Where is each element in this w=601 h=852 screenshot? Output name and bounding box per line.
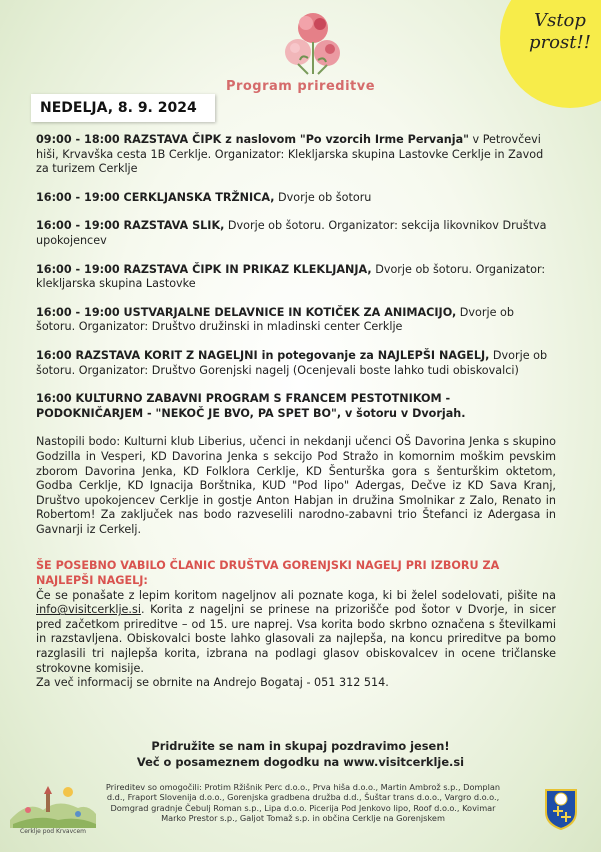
- schedule-details: Dvorje ob šotoru. Organizator: klekljarska skupina Lastovke: [36, 262, 546, 291]
- badge-line2: prost!!: [529, 32, 591, 53]
- logo-caption: Cerklje pod Krvavcem: [20, 828, 86, 835]
- footer-cta: [0, 738, 601, 770]
- schedule-details: Dvorje ob šotoru. Organizator: Društvo družinski in mladinski center Cerklje: [36, 305, 514, 334]
- schedule-title: 16:00 - 19:00 CERKLJANSKA TRŽNICA,: [36, 190, 275, 204]
- schedule-item: [36, 392, 556, 421]
- callout-text: Če se ponašate z lepim koritom nageljnov ali poznate koga, ki bi želel sodelovati, pišite na: [36, 588, 556, 602]
- email-link[interactable]: info@visitcerklje.si: [36, 603, 141, 617]
- callout-text: . Korita z nageljni se prinese na prizorišče pod šotor v Dvorje, in sicer pred začetkom prireditve – od 15. ure naprej. Vsa korita bodo skrbno označena s številkami in razstavljena. Obiskovalci boste lahko glasovali za najlepša, na koncu prireditve pa bomo razglasili tri najlepša korita, izbrana na podlagi glasov obiskovalcev in ocene tričlanske strokovne komisije.: [36, 603, 556, 675]
- cta-line1: Pridružite se nam in skupaj pozdravimo jesen!: [151, 739, 450, 753]
- schedule-title: 09:00 - 18:00 RAZSTAVA ČIPK z naslovom "Po vzorcih Irme Pervanja": [36, 133, 469, 146]
- sponsors-text: Prireditev so omogočili: Protim Ržišnik Perc d.o.o., Prva hiša d.o.o., Martin Ambrož s.p., Domplan d.d., Fraport Slovenija d.o.o., Gorenjska gradbena družba d.d., Šuštar trans d.o.o., Vargro d.o.o., Domgrad gradnje Čebulj Roman s.p., Lipa d.o.o. Picerija Pod Jenkovo lipo, Roof d.o.o., Kovimar Marko Prestor s.p., Galjot Tomaž s.p. in občina Cerklje na Gorenjskem: [105, 782, 501, 824]
- schedule-title: 16:00 - 19:00 USTVARJALNE DELAVNICE IN KOTIČEK ZA ANIMACIJO,: [36, 305, 457, 319]
- schedule-item: [36, 306, 556, 335]
- carnation-illustration-icon: [278, 8, 348, 76]
- schedule-title: 16:00 RAZSTAVA KORIT Z NAGELJNI in potegovanje za NAJLEPŠI NAGELJ,: [36, 348, 490, 362]
- entry-free-text: [520, 10, 600, 54]
- program-title: Program prireditve: [225, 79, 376, 94]
- schedule-title: 16:00 KULTURNO ZABAVNI PROGRAM S FRANCEM PESTOTNIKOM - PODOKNIČARJEM - "NEKOČ JE BVO, PA SPET BO", v šotoru v Dvorjah.: [36, 392, 466, 420]
- schedule-item: [36, 133, 556, 177]
- schedule-details: v Petrovčevi hiši, Krvavška cesta 1B Cerklje. Organizator: Klekljarska skupina Lastovke Cerklje in Zavod za turizem Cerklje: [36, 133, 544, 176]
- schedule-title: 16:00 - 19:00 RAZSTAVA ČIPK IN PRIKAZ KLEKLJANJA,: [36, 262, 372, 276]
- schedule-item: [36, 349, 556, 378]
- schedule-item: [36, 191, 556, 206]
- performers-paragraph: Nastopili bodo: Kulturni klub Liberius, učenci in nekdanji učenci OŠ Davorina Jenka s skupino Godzilla in Vesperi, KD Davorina Jenka s sekcijo Pod Stražo in komornim moškim pevskim zborom Davorina Jenka, KD Folklora Cerklje, KD Šenturška gora s šenturškim oktetom, Godba Cerklje, KD Ignacija Borštnika, KUD "Pod lipo" Adergas, Dečve iz KD Sava Kranj, Društvo upokojencev Cerklje in gostje Anton Habjan in družina Smolnikar z Zalo, Renato in Robertom! Za zaključek nas bodo razveselili narodno-zabavni trio Štefanci iz Adergasa in Gavnarji iz Cerkelj.: [36, 435, 556, 536]
- schedule-details: Dvorje ob šotoru: [274, 190, 372, 204]
- callout-heading: ŠE POSEBNO VABILO ČLANIC DRUŠTVA GORENJSKI NAGELJ PRI IZBORU ZA NAJLEPŠI NAGELJ:: [36, 559, 500, 588]
- schedule-item: [36, 219, 556, 248]
- event-date: NEDELJA, 8. 9. 2024: [31, 94, 215, 122]
- contact-line: Za več informacij se obrnite na Andrejo Bogataj - 051 312 514.: [36, 676, 389, 690]
- cta-line2[interactable]: Več o posameznem dogodku na www.visitcerklje.si: [136, 755, 465, 769]
- cerklje-logo-icon: [8, 780, 98, 830]
- schedule-title: 16:00 - 19:00 RAZSTAVA SLIK,: [36, 219, 225, 233]
- badge-line1: Vstop: [534, 10, 586, 31]
- program-content: [36, 133, 556, 691]
- municipality-crest-icon: [544, 788, 578, 830]
- schedule-item: [36, 263, 556, 292]
- schedule-details: Dvorje ob šotoru. Organizator: Društvo Gorenjski nagelj (Ocenjevali boste lahko tudi obiskovalci): [36, 348, 548, 377]
- callout-body: [36, 589, 556, 677]
- schedule-details: Dvorje ob šotoru. Organizator: sekcija likovnikov Društva upokojencev: [36, 219, 547, 247]
